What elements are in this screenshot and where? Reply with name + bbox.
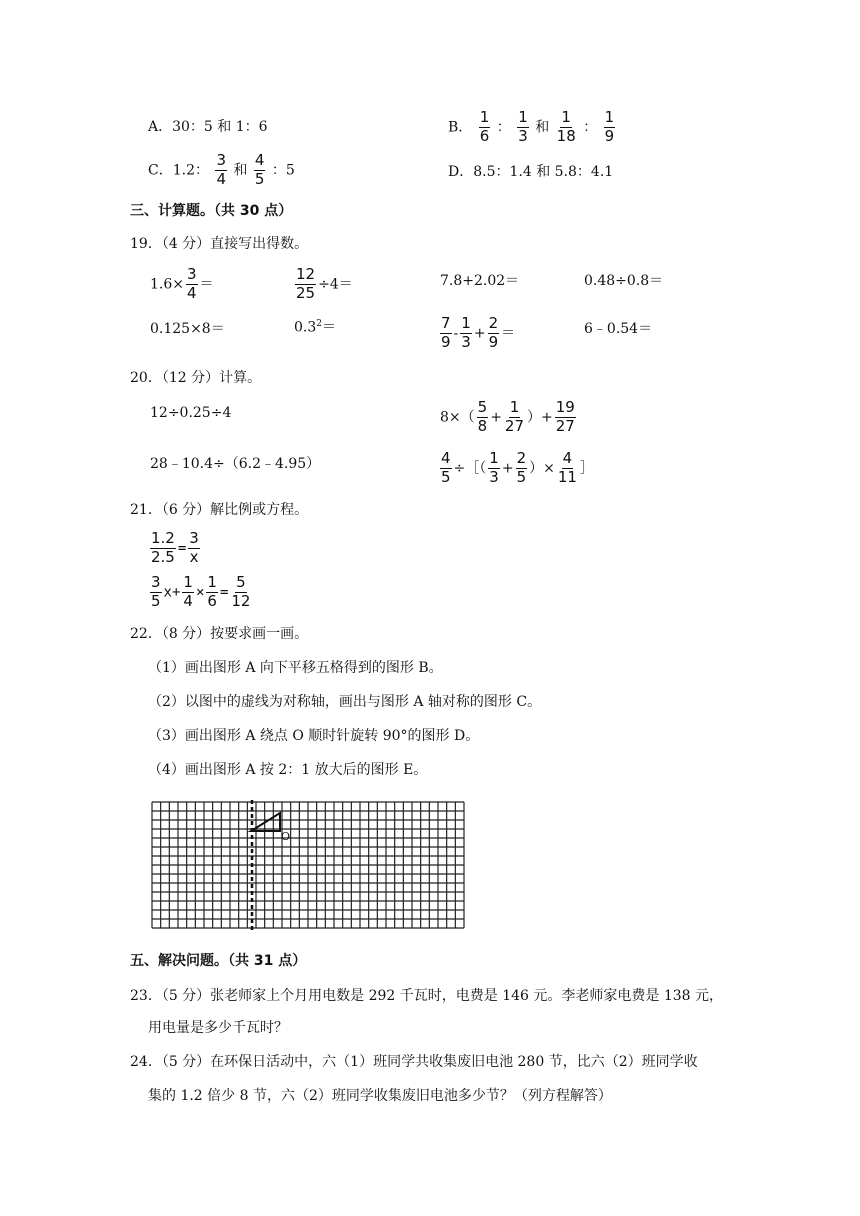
question-23-line: 23．（5 分）张老师家上个月用电数是 292 千瓦时，电费是 146 元。李老师家电费是 138 元， — [130, 988, 724, 1004]
fraction: $\frac{7}{9}$ — [441, 314, 451, 351]
fraction: $\frac{1.2}{2.5}$ — [151, 529, 175, 566]
choice-b — [448, 110, 617, 145]
sub-question: （3）画出图形 A 绕点 O 顺时针旋转 90°的图形 D。 — [148, 728, 480, 744]
equation-2: $\frac{3}{5}$ x+ $\frac{1}{4}$ × $\frac{1}{6}$ = $\frac{5}{12}$ — [151, 573, 251, 610]
choice-a: A．30：5 和 1：6 — [148, 119, 268, 135]
calc-item: $\frac{12}{25}$ ÷4＝ — [296, 265, 353, 302]
calc-expression: 12÷0.25÷4 — [150, 405, 232, 421]
calc-item: $0.3^2=$ — [294, 319, 336, 336]
fraction: $\frac{5}{12}$ — [231, 573, 251, 610]
fraction: $\frac{3}{5}$ — [151, 573, 161, 610]
question-19-stem: 19．（4 分）直接写出得数。 — [130, 236, 309, 252]
fraction: $\frac{1}{27}$ — [504, 398, 525, 435]
fraction: $\frac{1}{4}$ — [183, 573, 193, 610]
fraction: $\frac{4}{5}$ — [441, 449, 451, 486]
fraction: $\frac{5}{8}$ — [477, 398, 488, 435]
calc-expression: 28﹣10.4÷（6.2﹣4.95） — [150, 456, 321, 472]
fraction: $\frac{4}{5}$ — [254, 151, 265, 188]
section-title: 三、计算题。（共 30 点） — [130, 203, 293, 219]
ratio-colon: ： — [496, 119, 511, 136]
calc-item: 0.48÷0.8＝ — [584, 273, 664, 289]
question-21-stem: 21．（6 分）解比例或方程。 — [130, 502, 309, 518]
fraction: $\frac{12}{25}$ — [296, 265, 316, 302]
fraction: $\frac{1}{3}$ — [518, 108, 528, 145]
fraction: $\frac{3}{4}$ — [216, 151, 226, 188]
calc-expression: $\frac{4}{5}$ ÷［（ $\frac{1}{3}$ + $\frac{2}{5}$ ）× $\frac{4}{11}$ ］ — [441, 449, 594, 486]
and-text: 和 — [233, 162, 248, 179]
choice-c-label: C．1.2： — [148, 162, 209, 179]
ratio-colon: ： — [583, 119, 598, 136]
and-text: 和 — [535, 119, 550, 136]
fraction: $\frac{1}{3}$ — [461, 314, 471, 351]
choice-c-tail: ：5 — [271, 162, 295, 179]
calc-item: 7.8+2.02＝ — [440, 273, 520, 289]
fraction: $\frac{1}{6}$ — [479, 108, 490, 145]
question-23-line: 用电量是多少千瓦时？ — [148, 1020, 288, 1036]
choice-d: D．8.5：1.4 和 5.8：4.1 — [448, 164, 614, 180]
section-title: 五、解决问题。（共 31 点） — [130, 953, 307, 969]
fraction: $\frac{1}{18}$ — [556, 108, 576, 145]
question-24-line: 集的 1.2 倍少 8 节，六（2）班同学收集废旧电池多少节？（列方程解答） — [148, 1088, 612, 1104]
grid-lines — [152, 802, 464, 928]
question-22-stem: 22．（8 分）按要求画一画。 — [130, 626, 309, 642]
fraction: $\frac{3}{x}$ — [189, 529, 199, 566]
calc-expression: 8×（ $\frac{5}{8}$ + $\frac{1}{27}$ ）+ $\frac{19}{27}$ — [440, 398, 575, 435]
choice-b-label: B． — [448, 119, 473, 136]
calc-item: $\frac{7}{9}$ - $\frac{1}{3}$ + $\frac{2}{9}$ ＝ — [441, 314, 516, 351]
fraction: $\frac{4}{11}$ — [557, 449, 577, 486]
fraction: $\frac{1}{9}$ — [604, 108, 615, 145]
fraction: $\frac{2}{9}$ — [488, 314, 499, 351]
grid-figure — [150, 800, 466, 930]
fraction: $\frac{1}{3}$ — [489, 449, 499, 486]
fraction: $\frac{2}{5}$ — [516, 449, 527, 486]
calc-item: 1.6× $\frac{3}{4}$ ＝ — [150, 265, 214, 302]
fraction: $\frac{3}{4}$ — [187, 265, 197, 302]
point-o-label: O — [281, 830, 291, 843]
calc-item: 6﹣0.54＝ — [584, 321, 653, 337]
fraction: $\frac{1}{6}$ — [207, 573, 217, 610]
sub-question: （2）以图中的虚线为对称轴，画出与图形 A 轴对称的图形 C。 — [148, 694, 542, 710]
choice-c — [148, 153, 295, 188]
equation-1: $\frac{1.2}{2.5}$ = $\frac{3}{x}$ — [151, 529, 199, 566]
question-20-stem: 20．（12 分）计算。 — [130, 370, 262, 386]
sub-question: （4）画出图形 A 按 2：1 放大后的图形 E。 — [148, 762, 428, 778]
calc-item: 0.125×8＝ — [150, 321, 225, 337]
fraction: $\frac{19}{27}$ — [555, 398, 575, 435]
shape-a — [251, 813, 280, 831]
question-24-line: 24．（5 分）在环保日活动中，六（1）班同学共收集废旧电池 280 节，比六（2）班同学收 — [130, 1054, 698, 1070]
sub-question: （1）画出图形 A 向下平移五格得到的图形 B。 — [148, 660, 443, 676]
